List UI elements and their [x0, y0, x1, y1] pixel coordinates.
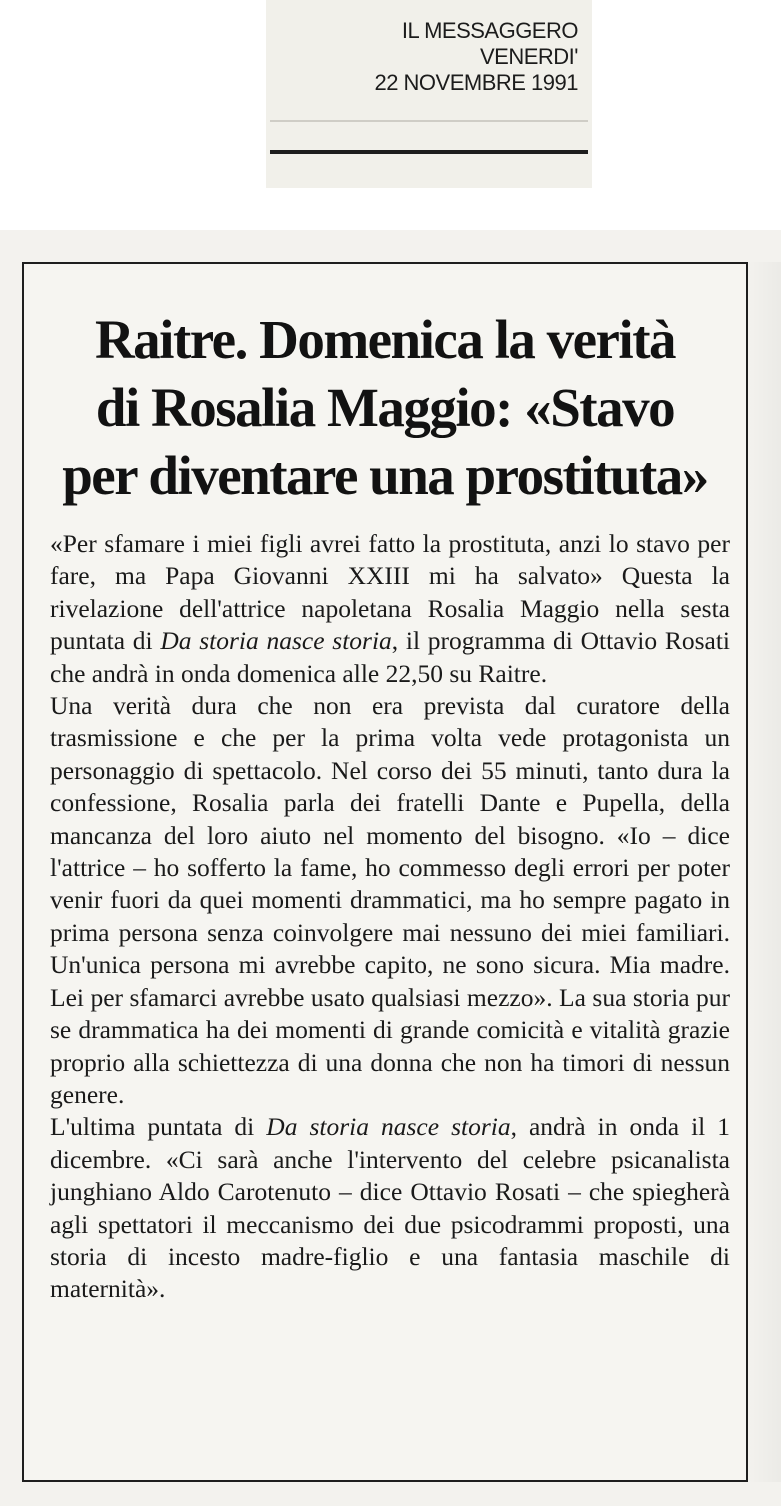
- headline-line: Raitre. Domenica la verità: [94, 309, 676, 370]
- weekday: VENERDI': [480, 44, 578, 69]
- program-title: Da storia nasce storia: [160, 626, 392, 656]
- paragraph-1: «Per sfamare i miei figli avrei fatto la prostituta, anzi lo stavo per fare, ma Papa Giovanni XXIII mi ha salvato» Questa la rivelazione dell'attrice napoletana Rosalia Maggio nella sesta puntata di Da storia nasce storia, il programma di Ottavio Rosati che andrà in onda domenica alle 22,50 su Raitre.: [50, 529, 731, 688]
- program-title: Da storia nasce storia: [266, 1112, 511, 1142]
- masthead-divider-light: [270, 120, 588, 122]
- headline-line: di Rosalia Maggio: «Stavo: [95, 377, 675, 438]
- page-edge-shadow: [747, 262, 781, 1482]
- headline-line: per diventare una prostituta»: [62, 445, 708, 506]
- paragraph-3: L'ultima puntata di Da storia nasce storia, andrà in onda il 1 dicembre. «Ci sarà anche l'intervento del celebre psicanalista junghiano Aldo Carotenuto – dice Ottavio Rosati – che spiegherà agli spettatori il meccanismo dei due psicodrammi proposti, una storia di incesto madre-figlio e una fantasia maschile di maternità».: [50, 1112, 731, 1304]
- article-body: [50, 528, 730, 1306]
- masthead: [374, 18, 578, 96]
- newspaper-name: IL MESSAGGERO: [401, 18, 578, 43]
- article-box: [22, 262, 748, 1482]
- masthead-clipping: [266, 0, 592, 188]
- masthead-divider: [270, 150, 588, 154]
- publication-date: 22 NOVEMBRE 1991: [374, 70, 578, 95]
- headline: [44, 306, 726, 510]
- paragraph-2: Una verità dura che non era prevista dal curatore della trasmissione e che per la prima volta vede protagonista un personaggio di spettacolo. Nel corso dei 55 minuti, tanto dura la confessione, Rosalia parla dei fratelli Dante e Pupella, della mancanza del loro aiuto nel momento del bisogno. «Io – dice l'attrice – ho sofferto la fame, ho commesso degli errori per poter venir fuori da quei momenti drammatici, ma ho sempre pagato in prima persona senza coinvolgere mai nessuno dei miei familiari. Un'unica persona mi avrebbe capito, ne sono sicura. Mia madre. Lei per sfamarci avrebbe usato qualsiasi mezzo». La sua storia pur se drammatica ha dei momenti di grande comicità e vitalità grazie proprio alla schiettezza di una donna che non ha timori di nessun genere.: [50, 691, 730, 1109]
